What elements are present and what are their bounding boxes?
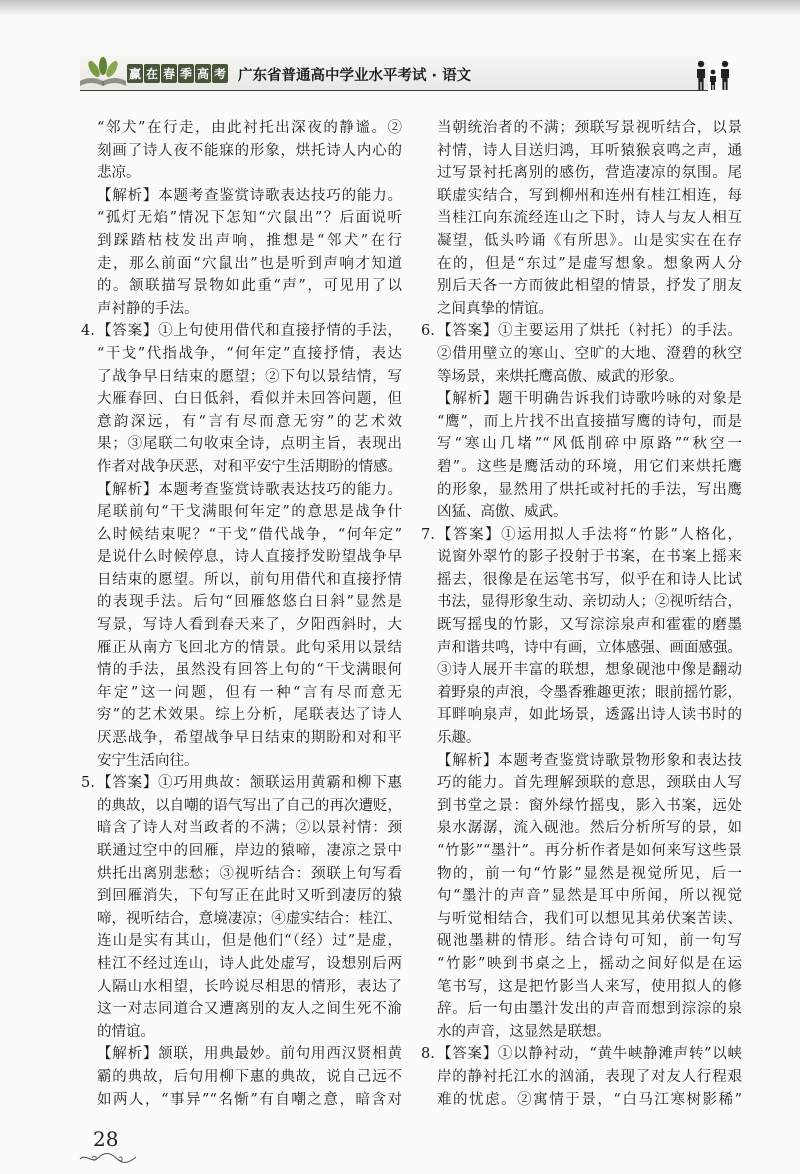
text-line: ③诗人展开丰富的联想，想象砚池中像是翻动 bbox=[437, 662, 742, 679]
text-line: 声衬静的手法。 bbox=[97, 300, 199, 317]
text-line: 在的，但是“东过”是虚写想象。想象两人分 bbox=[437, 255, 742, 272]
text-line: 着野泉的声浪，令墨香雅趣更浓；眼前摇竹影， bbox=[437, 684, 742, 701]
text-line: 碧”。这些是鹰活动的环境，用它们来烘托鹰 bbox=[437, 458, 742, 475]
text-line: 水的声音，这显然是联想。 bbox=[437, 1023, 611, 1040]
text-line: 的典故，以自嘲的语气写出了自己的再次遭贬， bbox=[97, 797, 402, 814]
answer-line bbox=[421, 1043, 742, 1066]
item-number: 6. bbox=[421, 323, 435, 340]
text-line: 【解析】本题考查鉴赏诗歌表达技巧的能力。 bbox=[97, 187, 402, 204]
family-figures-icon bbox=[694, 59, 732, 91]
text-line: 的。颔联描写景物如此重“声”，可见用了以 bbox=[97, 278, 402, 295]
line-text: 【答案】①巧用典故：颔联运用黄霸和柳下惠 bbox=[97, 775, 402, 792]
text-line: “竹影”“墨汁”。再分析作者是如何来写这些景 bbox=[437, 843, 742, 859]
text-line: 凶猛、高傲、威武。 bbox=[437, 504, 568, 521]
text-line: 穷”的艺术效果。综上分析，尾联表达了诗人 bbox=[97, 707, 402, 724]
text-line: 情的手法，虽然没有回答上句的“干戈满眼何 bbox=[97, 662, 402, 679]
text-line: 摇去，很像是在运笔书写，似乎在和诗人比试 bbox=[437, 571, 742, 588]
item-number: 5. bbox=[81, 775, 95, 792]
line-text: 【答案】①以静衬动，“黄牛峡静滩声转”以峡 bbox=[437, 1046, 742, 1063]
item-number: 8. bbox=[421, 1046, 435, 1063]
text-line: 烘托出离别悲愁；③视听结合：颈联上句写看 bbox=[97, 865, 402, 882]
text-line: 日结束的愿望。所以，前句用借代和直接抒情 bbox=[97, 571, 402, 588]
text-line: 的表现手法。后句“回雁悠悠白日斜”显然是 bbox=[97, 594, 402, 611]
right-column bbox=[421, 117, 742, 1111]
text-line: 乐趣。 bbox=[437, 730, 481, 747]
text-line: 声和谐共鸣，诗中有画，立体感强、画面感强。 bbox=[437, 639, 742, 656]
header-title: 广东省普通高中学业水平考试 · 语文 bbox=[238, 68, 472, 84]
text-line: ②借用壁立的寒山、空旷的大地、澄碧的秋空 bbox=[437, 345, 742, 362]
header-divider bbox=[80, 90, 708, 91]
answer-line bbox=[81, 772, 402, 795]
text-line: 【解析】颔联，用典最妙。前句用西汉贤相黄 bbox=[97, 1046, 402, 1063]
text-line: 果；③尾联二句收束全诗，点明主旨，表现出 bbox=[97, 436, 402, 453]
text-line: 意韵深远，有“言有尽而意无穷”的艺术效 bbox=[97, 413, 402, 430]
text-line: 尾联前句“干戈满眼何年定”的意思是战争什 bbox=[97, 504, 402, 521]
logo-char: 季 bbox=[178, 64, 194, 83]
text-line: 别后天各一方而彼此相望的情景，抒发了朋友 bbox=[437, 278, 742, 295]
text-line: 岸的静衬托江水的汹涌，表现了对友人行程艰 bbox=[437, 1068, 742, 1085]
text-line: 写“寒山几堵”“风低削碎中原路”“秋空一 bbox=[437, 436, 742, 453]
text-line: 如两人，“事异”“名惭”有自嘲之意，暗含对 bbox=[97, 1091, 402, 1108]
line-text: 【答案】①运用拟人手法将“竹影”人格化， bbox=[437, 526, 742, 543]
text-line: 年定”这一问题，但有一种“言有尽而意无 bbox=[97, 684, 402, 701]
text-line: 悲凉。 bbox=[97, 165, 141, 182]
text-line: 凝望，低头吟诵《有所思》。山是实实在在存 bbox=[437, 232, 742, 249]
answer-line bbox=[421, 320, 742, 343]
text-line: 厌恶战争，希望战争早日结束的期盼和对和平 bbox=[97, 730, 402, 747]
text-line: 的形象，显然用了烘托或衬托的手法，写出鹰 bbox=[437, 481, 742, 498]
text-line: 泉水潺潺，流入砚池。然后分析所写的景，如 bbox=[437, 820, 742, 837]
text-line: 衬情，诗人目送归鸿，耳听猿猴哀鸣之声，通 bbox=[437, 142, 742, 159]
text-line: “孤灯无焰”情况下怎知“穴鼠出”？后面说听 bbox=[97, 210, 402, 227]
line-text: 【答案】①上句使用借代和直接抒情的手法， bbox=[97, 323, 402, 340]
text-line: 安宁生活向往。 bbox=[97, 752, 199, 769]
series-logo bbox=[127, 64, 228, 83]
text-line: 书法，显得形象生动、亲切动人；②视听结合， bbox=[437, 594, 742, 611]
text-line: 句“墨汁的声音”显然是耳中所闻，所以视觉 bbox=[437, 888, 742, 905]
text-line: 辞。后一句由墨汁发出的声音而想到淙淙的泉 bbox=[437, 1001, 742, 1018]
scan-shadow bbox=[0, 0, 800, 16]
text-line: 当桂江向东流经连山之下时，诗人与友人相互 bbox=[437, 210, 742, 227]
text-line: “邻犬”在行走，由此衬托出深夜的静谧。② bbox=[97, 120, 402, 136]
text-line: 当朝统治者的不满；颈联写景视听结合，以景 bbox=[437, 120, 742, 136]
text-line: 是说什么时候停息，诗人直接抒发盼望战争早 bbox=[97, 549, 402, 566]
text-line: “鹰”，而上片找不出直接描写鹰的诗句，而是 bbox=[437, 413, 742, 430]
text-line: 作者对战争厌恶，对和平安宁生活期盼的情感。 bbox=[97, 458, 402, 475]
text-line: 到书堂之景：窗外绿竹摇曳，影入书案，远处 bbox=[437, 797, 742, 814]
text-line: 么时候结束呢？“干戈”借代战争，“何年定” bbox=[97, 526, 402, 543]
text-line: 【解析】题干明确告诉我们诗歌吟咏的对象是 bbox=[437, 391, 742, 408]
text-line: 联通过空中的回雁，岸边的猿啼，凄凉之景中 bbox=[97, 843, 402, 859]
left-column bbox=[81, 117, 402, 1111]
text-line: 这一对志同道合又遭离别的友人之间生死不渝 bbox=[97, 1001, 402, 1018]
item-number: 4. bbox=[81, 323, 95, 340]
text-line: 到回雁消失，下句写正在此时又听到凄厉的猿 bbox=[97, 888, 402, 905]
text-line: 走，那么前面“穴鼠出”也是听到声响才知道 bbox=[97, 255, 402, 272]
decorative-swirl-icon bbox=[78, 1150, 138, 1166]
text-line: 等场景，来烘托鹰高傲、威武的形象。 bbox=[437, 368, 684, 385]
text-line: 【解析】本题考查鉴赏诗歌表达技巧的能力。 bbox=[97, 481, 402, 498]
text-line: 砚池墨耕的情形。结合诗句可知，前一句写 bbox=[437, 933, 742, 950]
text-line: 连山是实有其山，但是他们“（经）过”是虚， bbox=[97, 933, 402, 950]
text-line: 物的，前一句“竹影”显然是视觉所见，后一 bbox=[437, 865, 742, 882]
text-line: 大雁春回、白日低斜，看似并未回答问题，但 bbox=[97, 391, 402, 408]
text-line: 耳畔响泉声，如此场景，透露出诗人读书时的 bbox=[437, 707, 742, 724]
logo-char: 在 bbox=[144, 64, 160, 83]
text-line: 桂江不经过连山，诗人此处虚写，设想别后两 bbox=[97, 955, 402, 972]
text-line: 巧的能力。首先理解颈联的意思，颈联由人写 bbox=[437, 775, 742, 792]
text-line: 了战争早日结束的愿望；②下句以景结情，写 bbox=[97, 368, 402, 385]
text-line: 啼，视听结合，意境凄凉；④虚实结合：桂江、 bbox=[97, 910, 402, 927]
text-line: 笔书写，这是把竹影当人来写，使用拟人的修 bbox=[437, 978, 742, 995]
text-line: 刻画了诗人夜不能寐的形象，烘托诗人内心的 bbox=[97, 142, 402, 159]
text-line: 写景，写诗人看到春天来了，夕阳西斜时，大 bbox=[97, 617, 402, 634]
text-line: 到踩踏枯枝发出声响，推想是“邻犬”在行 bbox=[97, 232, 402, 249]
answer-line bbox=[81, 320, 402, 343]
text-line: “竹影”映到书桌之上，摇动之间好似是在运 bbox=[437, 955, 742, 972]
logo-char: 考 bbox=[212, 64, 228, 83]
text-line: 人隔山水相望，长吟说尽相思的情形，表达了 bbox=[97, 978, 402, 995]
page-number: 28 bbox=[93, 1127, 119, 1151]
text-line: 【解析】本题考查鉴赏诗歌景物形象和表达技 bbox=[437, 752, 742, 769]
item-number: 7. bbox=[421, 526, 435, 543]
logo-char: 春 bbox=[161, 64, 177, 83]
logo-char: 高 bbox=[195, 64, 211, 83]
text-line: 过写景衬托离别的感伤，营造凄凉的氛围。尾 bbox=[437, 165, 742, 182]
text-line: 霸的典故，后句用柳下惠的典故，说自己远不 bbox=[97, 1068, 402, 1085]
text-line: 暗含了诗人对当政者的不满；②以景衬情：颈 bbox=[97, 820, 402, 837]
answer-line bbox=[421, 524, 742, 547]
text-line: 难的忧虑。②寓情于景，“白马江寒树影稀” bbox=[437, 1091, 742, 1108]
book-leaves-icon bbox=[78, 57, 128, 90]
text-line: 联虚实结合，写到柳州和连州有桂江相连，每 bbox=[437, 187, 742, 204]
text-line: 的情谊。 bbox=[97, 1023, 155, 1040]
text-line: 既写摇曳的竹影，又写淙淙泉声和霍霍的磨墨 bbox=[437, 617, 742, 634]
logo-char: 赢 bbox=[127, 64, 143, 83]
text-line: 雁正从南方飞回北方的情景。此句采用以景结 bbox=[97, 639, 402, 656]
text-line: 说窗外翠竹的影子投射于书案，在书案上摇来 bbox=[437, 549, 742, 566]
text-line: 之间真挚的情谊。 bbox=[437, 300, 553, 317]
text-line: “干戈”代指战争，“何年定”直接抒情，表达 bbox=[97, 345, 402, 362]
line-text: 【答案】①主要运用了烘托（衬托）的手法。 bbox=[437, 323, 742, 340]
text-line: 与听觉相结合，我们可以想见其弟伏案苦读、 bbox=[437, 910, 742, 927]
